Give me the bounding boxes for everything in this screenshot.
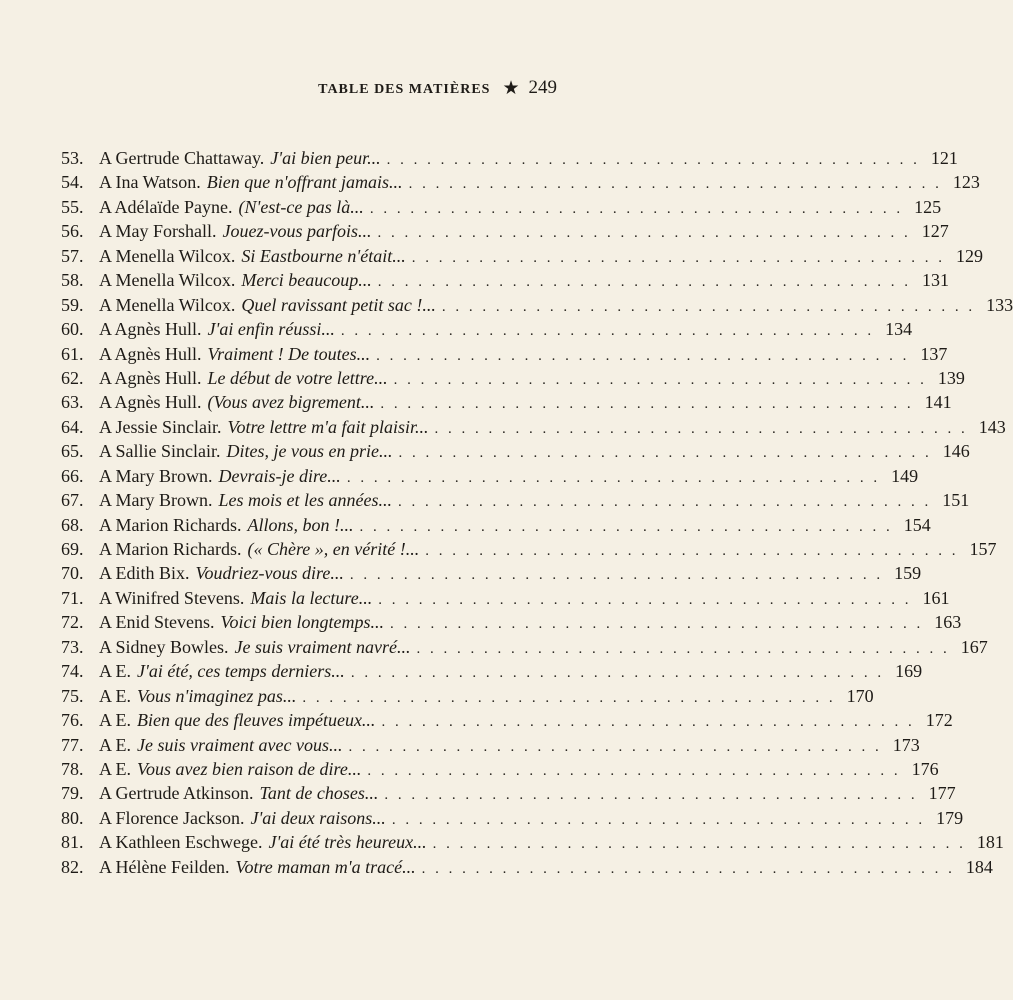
toc-entry bbox=[61, 390, 952, 414]
entry-number: 55. bbox=[61, 196, 84, 217]
entry-number: 60. bbox=[61, 319, 84, 340]
entry-page: 181 bbox=[976, 832, 1004, 853]
dot-leaders: . . . . . . . . . . . . . . . . . . . . . . . . . . . . . . . . . . . . . . . . bbox=[397, 494, 932, 511]
dot-leaders: . . . . . . . . . . . . . . . . . . . . . . . . . . . . . . . . . . . . . . . . bbox=[377, 225, 911, 242]
dot-leaders: . . . . . . . . . . . . . . . . . . . . . . . . . . . . . . . . . . . . . . . . bbox=[369, 200, 904, 217]
entry-number: 77. bbox=[61, 734, 84, 755]
dot-leaders: . . . . . . . . . . . . . . . . . . . . . . . . . . . . . . . . . . . . . . . . bbox=[421, 860, 955, 877]
entry-number: 61. bbox=[61, 343, 84, 364]
entry-page: 139 bbox=[937, 367, 965, 388]
entry-recipient: A Mary Brown. bbox=[99, 490, 213, 511]
entry-recipient: A Adélaïde Payne. bbox=[99, 196, 233, 217]
toc-entry bbox=[61, 537, 997, 561]
dot-leaders: . . . . . . . . . . . . . . . . . . . . . . . . . . . . . . . . . . . . . . . . bbox=[367, 762, 901, 779]
entry-recipient: A E. bbox=[99, 685, 132, 706]
toc-entry bbox=[61, 146, 958, 170]
entry-recipient: A Enid Stevens. bbox=[99, 612, 215, 633]
running-header bbox=[318, 76, 557, 99]
entry-page: 169 bbox=[895, 661, 923, 682]
entry-page: 167 bbox=[960, 636, 988, 657]
dot-leaders: . . . . . . . . . . . . . . . . . . . . . . . . . . . . . . . . . . . . . . . . bbox=[302, 689, 836, 706]
dot-leaders: . . . . . . . . . . . . . . . . . . . . . . . . . . . . . . . . . . . . . . . . bbox=[389, 616, 924, 633]
toc-entry bbox=[61, 586, 950, 610]
entry-recipient: A Mary Brown. bbox=[99, 465, 213, 486]
entry-recipient: A Ina Watson. bbox=[99, 172, 201, 193]
entry-number: 57. bbox=[61, 245, 84, 266]
entry-incipit: J'ai été très heureux... bbox=[268, 832, 427, 853]
toc-entry bbox=[61, 561, 922, 585]
entry-number: 72. bbox=[61, 612, 84, 633]
entry-recipient: A Agnès Hull. bbox=[99, 392, 202, 413]
entry-incipit: Dites, je vous en prie... bbox=[226, 441, 393, 462]
running-title: TABLE DES MATIÈRES bbox=[318, 82, 491, 97]
dot-leaders: . . . . . . . . . . . . . . . . . . . . . . . . . . . . . . . . . . . . . . . . bbox=[425, 543, 959, 559]
entry-page: 131 bbox=[921, 270, 949, 291]
entry-page: 176 bbox=[911, 758, 939, 779]
entry-page: 157 bbox=[969, 539, 997, 559]
entry-recipient: A Menella Wilcox. bbox=[99, 294, 236, 315]
dot-leaders: . . . . . . . . . . . . . . . . . . . . . . . . . . . . . . . . . . . . . . . . bbox=[441, 298, 976, 315]
toc-entry bbox=[61, 366, 965, 390]
toc-entry bbox=[61, 488, 970, 512]
entry-incipit: Si Eastbourne n'était... bbox=[241, 245, 406, 266]
toc-entry bbox=[61, 610, 962, 634]
dot-leaders: . . . . . . . . . . . . . . . . . . . . . . . . . . . . . . . . . . . . . . . . bbox=[393, 371, 927, 388]
entry-incipit: Allons, bon !... bbox=[247, 514, 354, 535]
entry-recipient: A E. bbox=[99, 734, 132, 755]
dot-leaders: . . . . . . . . . . . . . . . . . . . . . . . . . . . . . . . . . . . . . . . . bbox=[432, 836, 966, 853]
entry-incipit: Bien que n'offrant jamais... bbox=[206, 172, 403, 193]
entry-page: 143 bbox=[978, 416, 1006, 437]
dot-leaders: . . . . . . . . . . . . . . . . . . . . . . . . . . . . . . . . . . . . . . . . bbox=[408, 176, 942, 193]
entry-number: 75. bbox=[61, 685, 84, 706]
entry-number: 70. bbox=[61, 563, 84, 584]
toc-entry bbox=[61, 293, 1013, 317]
entry-number: 53. bbox=[61, 148, 84, 168]
entry-page: 123 bbox=[952, 172, 980, 193]
entry-number: 67. bbox=[61, 490, 84, 511]
entry-recipient: A E. bbox=[99, 661, 132, 682]
entry-recipient: A Winifred Stevens. bbox=[99, 587, 245, 608]
toc-entry bbox=[61, 342, 948, 366]
entry-page: 141 bbox=[924, 392, 952, 413]
entry-page: 151 bbox=[942, 490, 970, 511]
dot-leaders: . . . . . . . . . . . . . . . . . . . . . . . . . . . . . . . . . . . . . . . . bbox=[384, 787, 918, 804]
entry-number: 59. bbox=[61, 294, 84, 315]
entry-incipit: (N'est-ce pas là... bbox=[238, 196, 364, 217]
entry-page: 146 bbox=[942, 441, 970, 462]
entry-incipit: (« Chère », en vérité !... bbox=[247, 539, 420, 559]
dot-leaders: . . . . . . . . . . . . . . . . . . . . . . . . . . . . . . . . . . . . . . . . bbox=[377, 274, 911, 291]
entry-page: 170 bbox=[846, 685, 874, 706]
entry-recipient: A Gertrude Chattaway. bbox=[99, 148, 265, 168]
entry-recipient: A E. bbox=[99, 758, 132, 779]
entry-number: 54. bbox=[61, 172, 84, 193]
toc-entry bbox=[61, 659, 923, 683]
entry-incipit: Votre maman m'a tracé... bbox=[235, 856, 416, 877]
entry-recipient: A Sallie Sinclair. bbox=[99, 441, 221, 462]
entry-number: 81. bbox=[61, 832, 84, 853]
entry-number: 82. bbox=[61, 856, 84, 877]
entry-incipit: Bien que des fleuves impétueux... bbox=[137, 710, 376, 731]
entry-incipit: (Vous avez bigrement... bbox=[207, 392, 375, 413]
entry-recipient: A May Forshall. bbox=[99, 221, 217, 242]
entry-number: 74. bbox=[61, 661, 84, 682]
entry-incipit: J'ai bien peur... bbox=[270, 148, 381, 168]
entry-recipient: A Hélène Feilden. bbox=[99, 856, 230, 877]
toc-entry bbox=[61, 170, 980, 194]
entry-page: 149 bbox=[891, 465, 919, 486]
entry-incipit: Quel ravissant petit sac !... bbox=[241, 294, 436, 315]
entry-incipit: J'ai été, ces temps derniers... bbox=[137, 661, 345, 682]
entry-number: 56. bbox=[61, 221, 84, 242]
toc-entry bbox=[61, 635, 988, 659]
entry-recipient: A Marion Richards. bbox=[99, 514, 242, 535]
entry-number: 69. bbox=[61, 539, 84, 559]
dot-leaders: . . . . . . . . . . . . . . . . . . . . . . . . . . . . . . . . . . . . . . . . bbox=[380, 396, 914, 413]
entry-number: 65. bbox=[61, 441, 84, 462]
dot-leaders: . . . . . . . . . . . . . . . . . . . . . . . . . . . . . . . . . . . . . . . . bbox=[346, 469, 881, 486]
entry-incipit: Vraiment ! De toutes... bbox=[207, 343, 371, 364]
entry-page: 173 bbox=[892, 734, 920, 755]
dot-leaders: . . . . . . . . . . . . . . . . . . . . . . . . . . . . . . . . . . . . . . . . bbox=[340, 323, 875, 340]
entry-page: 134 bbox=[885, 319, 913, 340]
toc-entry bbox=[61, 464, 919, 488]
entry-incipit: Tant de choses... bbox=[259, 783, 379, 804]
dot-leaders: . . . . . . . . . . . . . . . . . . . . . . . . . . . . . . . . . . . . . . . . bbox=[378, 591, 912, 608]
dot-leaders: . . . . . . . . . . . . . . . . . . . . . . . . . . . . . . . . . . . . . . . . bbox=[381, 714, 915, 731]
dot-leaders: . . . . . . . . . . . . . . . . . . . . . . . . . . . . . . . . . . . . . . . . bbox=[348, 738, 882, 755]
toc-entry bbox=[61, 757, 939, 781]
entry-incipit: Mais la lecture... bbox=[250, 587, 373, 608]
toc-entry bbox=[61, 781, 956, 805]
toc-entry bbox=[61, 513, 931, 537]
entry-incipit: Les mois et les années... bbox=[218, 490, 392, 511]
toc-entry bbox=[61, 415, 1006, 439]
entry-number: 68. bbox=[61, 514, 84, 535]
entry-incipit: Le début de votre lettre... bbox=[207, 367, 388, 388]
entry-page: 179 bbox=[936, 807, 964, 828]
entry-incipit: J'ai deux raisons... bbox=[250, 807, 386, 828]
entry-page: 129 bbox=[956, 245, 984, 266]
entry-page: 172 bbox=[925, 710, 953, 731]
entry-incipit: Votre lettre m'a fait plaisir... bbox=[227, 416, 429, 437]
toc-entry bbox=[61, 439, 970, 463]
entry-page: 177 bbox=[928, 783, 956, 804]
entry-page: 125 bbox=[914, 196, 942, 217]
entry-recipient: A Agnès Hull. bbox=[99, 319, 202, 340]
dot-leaders: . . . . . . . . . . . . . . . . . . . . . . . . . . . . . . . . . . . . . . . . bbox=[386, 152, 920, 168]
toc-entry bbox=[61, 830, 1004, 854]
entry-page: 137 bbox=[920, 343, 948, 364]
toc-entry bbox=[61, 733, 920, 757]
entry-recipient: A Agnès Hull. bbox=[99, 367, 202, 388]
entry-recipient: A Menella Wilcox. bbox=[99, 245, 236, 266]
entry-number: 76. bbox=[61, 710, 84, 731]
entry-page: 161 bbox=[922, 587, 950, 608]
entry-page: 159 bbox=[894, 563, 922, 584]
dot-leaders: . . . . . . . . . . . . . . . . . . . . . . . . . . . . . . . . . . . . . . . . bbox=[411, 249, 946, 266]
entry-incipit: Merci beaucoup... bbox=[241, 270, 372, 291]
entry-recipient: A E. bbox=[99, 710, 132, 731]
toc-entry bbox=[61, 268, 949, 292]
toc-entry bbox=[61, 806, 964, 830]
entry-recipient: A Kathleen Eschwege. bbox=[99, 832, 263, 853]
entry-number: 58. bbox=[61, 270, 84, 291]
entry-number: 64. bbox=[61, 416, 84, 437]
entry-incipit: Voici bien longtemps... bbox=[220, 612, 384, 633]
entry-page: 184 bbox=[965, 856, 993, 877]
dot-leaders: . . . . . . . . . . . . . . . . . . . . . . . . . . . . . . . . . . . . . . . . bbox=[350, 665, 885, 682]
entry-recipient: A Florence Jackson. bbox=[99, 807, 245, 828]
entry-page: 154 bbox=[903, 514, 931, 535]
toc-entry bbox=[61, 219, 949, 243]
toc-entry bbox=[61, 708, 953, 732]
entry-incipit: Voudriez-vous dire... bbox=[195, 563, 344, 584]
entry-recipient: A Edith Bix. bbox=[99, 563, 190, 584]
entry-incipit: Je suis vraiment navré... bbox=[234, 636, 411, 657]
entry-page: 163 bbox=[934, 612, 962, 633]
table-of-contents bbox=[61, 146, 1013, 879]
entry-page: 121 bbox=[930, 148, 958, 168]
entry-page: 133 bbox=[986, 294, 1013, 315]
entry-recipient: A Agnès Hull. bbox=[99, 343, 202, 364]
toc-entry bbox=[61, 244, 984, 268]
entry-number: 73. bbox=[61, 636, 84, 657]
entry-number: 63. bbox=[61, 392, 84, 413]
entry-incipit: Je suis vraiment avec vous... bbox=[137, 734, 343, 755]
entry-page: 127 bbox=[921, 221, 949, 242]
entry-recipient: A Jessie Sinclair. bbox=[99, 416, 222, 437]
entry-incipit: Vous avez bien raison de dire... bbox=[137, 758, 362, 779]
entry-recipient: A Sidney Bowles. bbox=[99, 636, 229, 657]
toc-entry bbox=[61, 684, 874, 708]
entry-number: 80. bbox=[61, 807, 84, 828]
entry-number: 71. bbox=[61, 587, 84, 608]
entry-number: 79. bbox=[61, 783, 84, 804]
dot-leaders: . . . . . . . . . . . . . . . . . . . . . . . . . . . . . . . . . . . . . . . . bbox=[359, 518, 893, 535]
entry-recipient: A Marion Richards. bbox=[99, 539, 242, 559]
toc-entry bbox=[61, 317, 913, 341]
dot-leaders: . . . . . . . . . . . . . . . . . . . . . . . . . . . . . . . . . . . . . . . . bbox=[376, 347, 910, 364]
entry-incipit: Devrais-je dire... bbox=[218, 465, 341, 486]
entry-incipit: Jouez-vous parfois... bbox=[222, 221, 372, 242]
dot-leaders: . . . . . . . . . . . . . . . . . . . . . . . . . . . . . . . . . . . . . . . . bbox=[349, 567, 884, 584]
dot-leaders: . . . . . . . . . . . . . . . . . . . . . . . . . . . . . . . . . . . . . . . . bbox=[391, 811, 926, 828]
entry-incipit: Vous n'imaginez pas... bbox=[137, 685, 297, 706]
entry-number: 62. bbox=[61, 367, 84, 388]
dot-leaders: . . . . . . . . . . . . . . . . . . . . . . . . . . . . . . . . . . . . . . . . bbox=[398, 445, 932, 462]
entry-number: 78. bbox=[61, 758, 84, 779]
page-number: 249 bbox=[528, 77, 557, 98]
dot-leaders: . . . . . . . . . . . . . . . . . . . . . . . . . . . . . . . . . . . . . . . . bbox=[416, 640, 950, 657]
toc-entry bbox=[61, 195, 942, 219]
toc-entry bbox=[61, 855, 993, 879]
entry-incipit: J'ai enfin réussi... bbox=[207, 319, 335, 340]
star-icon: ★ bbox=[502, 78, 520, 99]
entry-recipient: A Gertrude Atkinson. bbox=[99, 783, 254, 804]
entry-recipient: A Menella Wilcox. bbox=[99, 270, 236, 291]
entry-number: 66. bbox=[61, 465, 84, 486]
dot-leaders: . . . . . . . . . . . . . . . . . . . . . . . . . . . . . . . . . . . . . . . . bbox=[434, 420, 968, 437]
